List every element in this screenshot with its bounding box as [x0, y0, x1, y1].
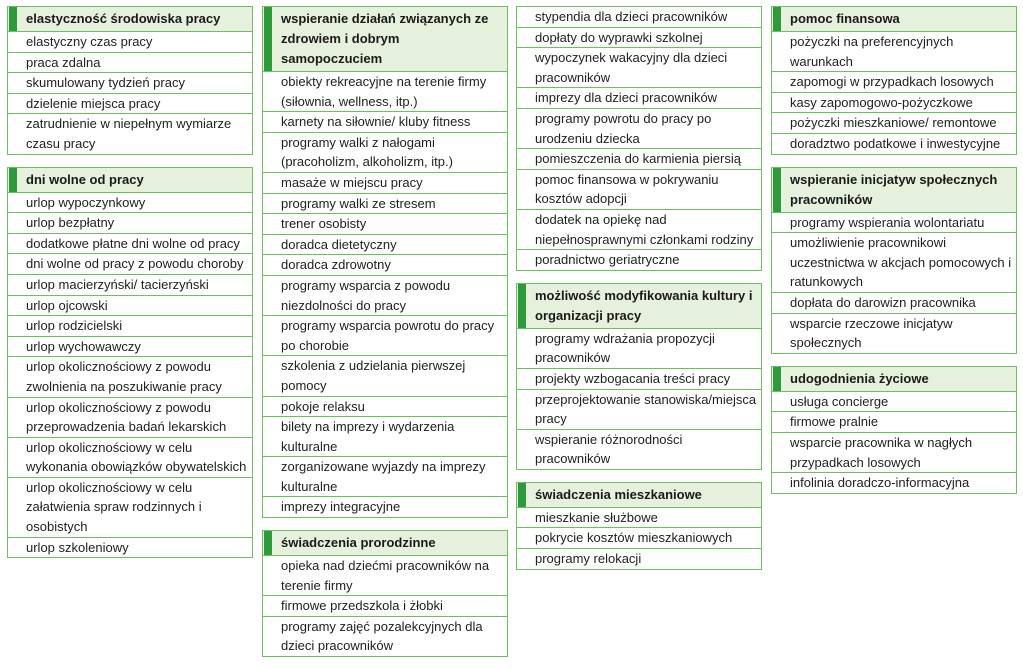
category-item: dodatkowe płatne dni wolne od pracy [8, 233, 252, 254]
category-item: zorganizowane wyjazdy na imprezy kulturalne [263, 456, 507, 496]
category-item: pokoje relaksu [263, 396, 507, 417]
category-box-days-off [7, 167, 253, 559]
category-item: programy wspierania wolontariatu [772, 212, 1016, 233]
category-item: stypendia dla dzieci pracowników [535, 9, 728, 24]
category-item: programy zajęć pozalekcyjnych dla dzieci pracowników [263, 616, 507, 656]
category-item: programy walki ze stresem [263, 193, 507, 214]
category-item: karnety na siłownie/ kluby fitness [263, 111, 507, 132]
category-item: wsparcie pracownika w nagłych przypadkach losowych [772, 432, 1016, 472]
category-item: urlop wychowawczy [8, 336, 252, 357]
category-item: skumulowany tydzień pracy [8, 72, 252, 93]
category-item: programy wsparcia powrotu do pracy po chorobie [263, 315, 507, 355]
category-title: możliwość modyfikowania kultury i organizacji pracy [517, 284, 761, 328]
category-item: obiekty rekreacyjne na terenie firmy (siłownia, wellness, itp.) [263, 71, 507, 111]
category-item: dzielenie miejsca pracy [8, 93, 252, 114]
category-item: umożliwienie pracownikowi uczestnictwa w akcjach pomocowych i ratunkowych [772, 232, 1016, 292]
category-item: dodatek na opiekę nad niepełnosprawnymi członkami rodziny [517, 209, 761, 249]
category-item: dni wolne od pracy z powodu choroby [8, 253, 252, 274]
category-title: elastyczność środowiska pracy [8, 7, 252, 31]
category-item: firmowe przedszkola i żłobki [263, 595, 507, 616]
category-item: kasy zapomogowo-pożyczkowe [772, 92, 1016, 113]
category-item: urlop bezpłatny [8, 212, 252, 233]
category-item: urlop macierzyński/ tacierzyński [8, 274, 252, 295]
column-1 [7, 6, 253, 570]
category-item: pożyczki mieszkaniowe/ remontowe [772, 112, 1016, 133]
category-item: przeprojektowanie stanowiska/miejsca pracy [517, 389, 761, 429]
category-item: usługa concierge [772, 391, 1016, 412]
category-item: pożyczki na preferencyjnych warunkach [772, 31, 1016, 71]
category-item: bilety na imprezy i wydarzenia kulturalne [263, 416, 507, 456]
category-box-health [262, 6, 508, 518]
category-box-flexible-work [7, 6, 253, 155]
column-3 [516, 6, 762, 582]
category-title: wspieranie działań związanych ze zdrowiem i dobrym samopoczuciem [263, 7, 507, 71]
category-item: zatrudnienie w niepełnym wymiarze czasu pracy [8, 113, 252, 153]
category-item: urlop okolicznościowy w celu wykonania obowiązków obywatelskich [8, 437, 252, 477]
category-item: imprezy dla dzieci pracowników [517, 87, 761, 108]
category-item: zapomogi w przypadkach losowych [772, 71, 1016, 92]
category-item: mieszkanie służbowe [517, 507, 761, 528]
category-item: szkolenia z udzielania pierwszej pomocy [263, 355, 507, 395]
category-title: dni wolne od pracy [8, 168, 252, 192]
category-item: trener osobisty [263, 213, 507, 234]
category-item: pomieszczenia do karmienia piersią [517, 148, 761, 169]
column-2 [262, 6, 508, 669]
category-item: programy wsparcia z powodu niezdolności do pracy [263, 275, 507, 315]
category-item: urlop okolicznościowy z powodu przeprowadzenia badań lekarskich [8, 397, 252, 437]
category-item: pokrycie kosztów mieszkaniowych [517, 527, 761, 548]
category-title: udogodnienia życiowe [772, 367, 1016, 391]
category-item: urlop okolicznościowy z powodu zwolnienia na poszukiwanie pracy [8, 356, 252, 396]
category-item: elastyczny czas pracy [8, 31, 252, 52]
category-item: infolinia doradczo-informacyjna [772, 472, 1016, 493]
category-box-family [262, 530, 508, 657]
category-item: urlop okolicznościowy w celu załatwienia spraw rodzinnych i osobistych [8, 477, 252, 537]
category-item: opieka nad dziećmi pracowników na terenie firmy [263, 555, 507, 595]
category-box-family-continued [516, 6, 762, 271]
category-item: programy wdrażania propozycji pracowników [517, 328, 761, 368]
category-item: wsparcie rzeczowe inicjatyw społecznych [772, 313, 1016, 353]
category-item: wspieranie różnorodności pracowników [517, 429, 761, 469]
column-4 [771, 6, 1017, 506]
category-item: masaże w miejscu pracy [263, 172, 507, 193]
category-item: projekty wzbogacania treści pracy [517, 368, 761, 389]
category-item: dopłata do darowizn pracownika [772, 292, 1016, 313]
category-item: doradca zdrowotny [263, 254, 507, 275]
category-item: programy relokacji [517, 548, 761, 569]
category-title: pomoc finansowa [772, 7, 1016, 31]
category-title: świadczenia mieszkaniowe [517, 483, 761, 507]
category-item: wypoczynek wakacyjny dla dzieci pracowników [517, 47, 761, 87]
category-box-housing [516, 482, 762, 570]
category-item: urlop ojcowski [8, 295, 252, 316]
category-item: pomoc finansowa w pokrywaniu kosztów adopcji [517, 169, 761, 209]
category-box-financial [771, 6, 1017, 155]
category-item: doradca dietetyczny [263, 234, 507, 255]
category-item: urlop wypoczynkowy [8, 192, 252, 213]
category-box-conveniences [771, 366, 1017, 494]
category-item: programy walki z nałogami (pracoholizm, alkoholizm, itp.) [263, 132, 507, 172]
category-item: poradnictwo geriatryczne [517, 249, 761, 270]
category-item: programy powrotu do pracy po urodzeniu dziecka [517, 108, 761, 148]
category-box-social [771, 167, 1017, 354]
category-item: imprezy integracyjne [263, 496, 507, 517]
category-item: praca zdalna [8, 52, 252, 73]
category-title: wspieranie inicjatyw społecznych pracowników [772, 168, 1016, 212]
category-item: firmowe pralnie [772, 411, 1016, 432]
category-item: dopłaty do wyprawki szkolnej [517, 27, 761, 48]
category-item: urlop rodzicielski [8, 315, 252, 336]
category-title: świadczenia prorodzinne [263, 531, 507, 555]
category-item: urlop szkoleniowy [8, 537, 252, 558]
category-box-work-culture [516, 283, 762, 470]
category-item: doradztwo podatkowe i inwestycyjne [772, 133, 1016, 154]
